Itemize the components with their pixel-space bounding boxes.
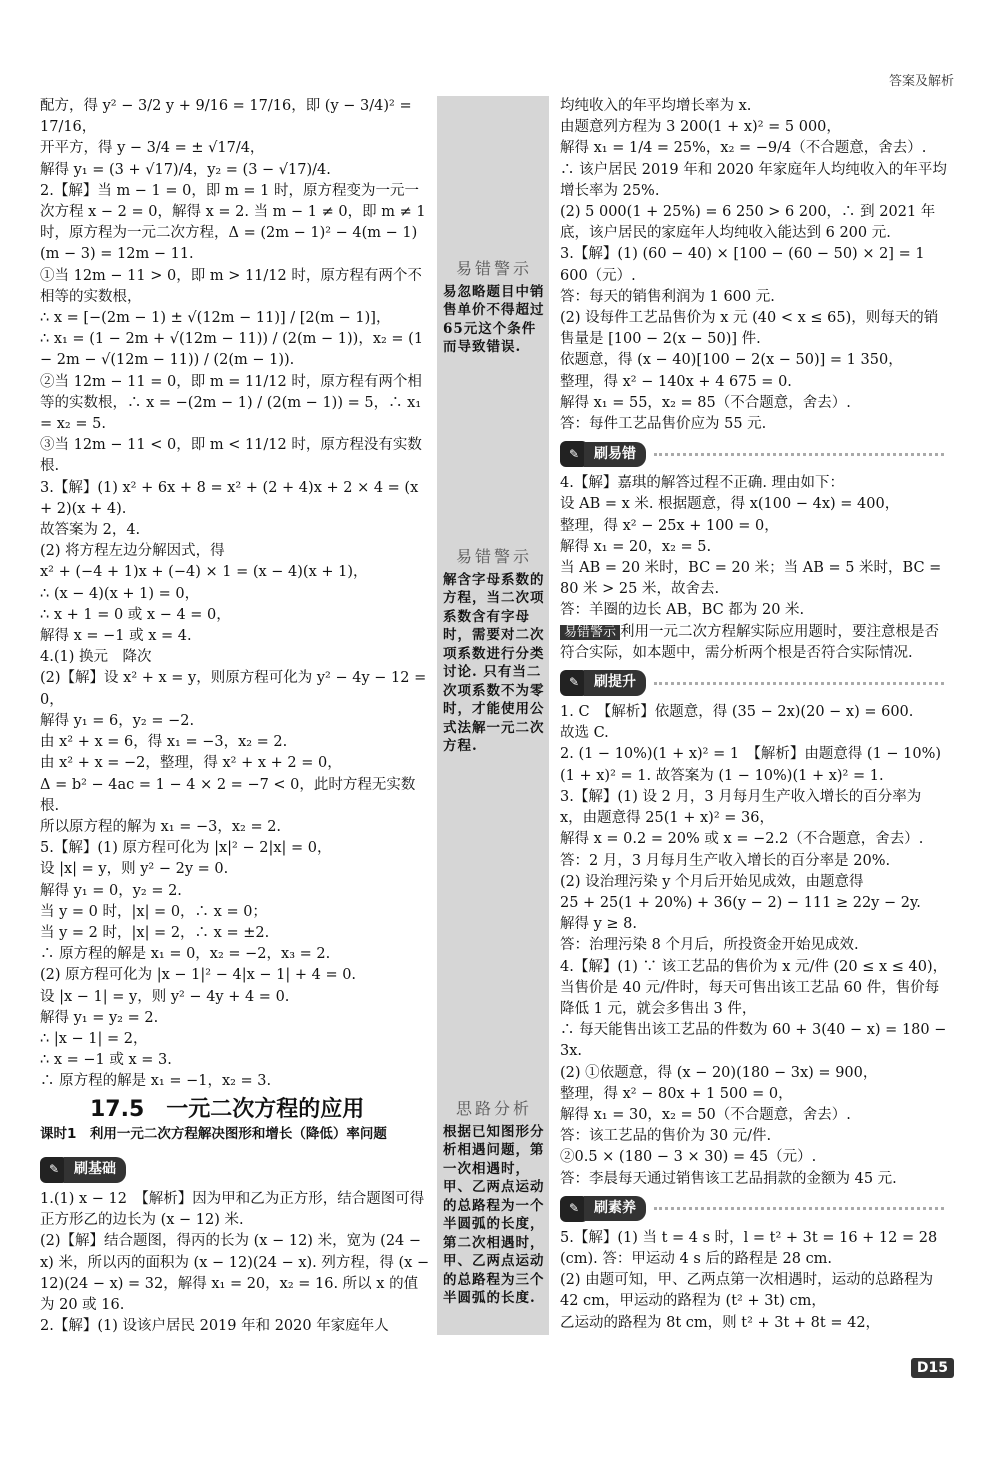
answer-line: 答：2 月，3 月每月生产收入增长的百分率是 20%. — [560, 852, 891, 869]
answer-line: ∴ 原方程的解是 x₁ = 0，x₂ = −2，x₃ = 2. — [40, 946, 331, 963]
answer-line: 依题意，得 (x − 40)[100 − 2(x − 50)] = 1 350， — [560, 352, 903, 369]
answer-line: 整理，得 x² − 140x + 4 675 = 0. — [560, 373, 792, 390]
answer-line: (2) ①依题意，得 (x − 20)(180 − 3x) = 900， — [560, 1064, 878, 1081]
dotted-divider — [654, 682, 944, 685]
answer-line: 开平方，得 y − 3/4 = ± √17/4， — [40, 140, 265, 157]
answer-line: 4.(1) 换元 降次 — [40, 649, 152, 666]
answer-line: 乙运动的路程为 8t cm，则 t² + 3t + 8t = 42， — [560, 1314, 881, 1331]
answer-line: 答：每件工艺品售价应为 55 元. — [560, 416, 767, 433]
answer-line: (2) 将方程左边分解因式，得 — [40, 543, 225, 560]
tag-improve — [560, 670, 944, 696]
answer-line: ②0.5 × (180 − 3 × 30) = 45（元）. — [560, 1149, 817, 1166]
answer-line: 解得 y ≥ 8. — [560, 916, 638, 933]
tip-text: 易忽略题目中销售单价不得超过65元这个条件而导致错误. — [443, 283, 545, 355]
answer-line: 答：羊圈的边长 AB，BC 都为 20 米. — [560, 602, 805, 619]
answer-line: ∴ |x − 1| = 2， — [40, 1030, 148, 1047]
answer-line: 配方，得 y² − 3/2 y + 9/16 = 17/16，即 (y − 3/4)² = 17/16， — [40, 98, 417, 136]
tag-quality — [560, 1196, 944, 1222]
tip-title: 思路分析 — [455, 1099, 532, 1118]
answer-line: ①当 12m − 11 > 0，即 m > 11/12 时，原方程有两个不相等的实数根， — [40, 267, 422, 305]
answer-line: Δ = b² − 4ac = 1 − 4 × 2 = −7 < 0，此时方程无实数根. — [40, 776, 416, 814]
tag-label: 刷提升 — [584, 670, 646, 695]
answer-line: 设 |x| = y，则 y² − 2y = 0. — [40, 861, 229, 878]
answer-line: 解得 y₁ = 0，y₂ = 2. — [40, 882, 182, 899]
answer-line: 答：每天的销售利润为 1 600 元. — [560, 288, 775, 305]
answer-line: 3.【解】(1) 设 2 月，3 月每月生产收入增长的百分率为 x，由题意得 25(1 + x)² = 36， — [560, 788, 926, 827]
answer-line: ∴ x₁ = (1 − 2m + √(12m − 11)) / (2(m − 1))，x₂ = (1 − 2m − √(12m − 11)) / (2(m − 1)). — [40, 331, 428, 369]
answer-line: 设 |x − 1| = y，则 y² − 4y + 4 = 0. — [40, 988, 290, 1005]
page-number: D15 — [911, 1358, 954, 1378]
answer-line: 3.【解】(1) (60 − 40) × [100 − (60 − 50) × 2] = 1 600（元）. — [560, 246, 930, 284]
tag-mistake — [560, 441, 944, 467]
lesson-title: 课时1 利用一元二次方程解决图形和增长（降低）率问题 — [40, 1125, 387, 1142]
answer-line: 1. C 【解析】依题意，得 (35 − 2x)(20 − x) = 600. — [560, 704, 914, 721]
pencil-icon: ✎ — [560, 1196, 588, 1222]
answer-line: ∴ (x − 4)(x + 1) = 0， — [40, 585, 200, 602]
answer-line: (2) 设治理污染 y 个月后开始见成效，由题意得 — [560, 873, 864, 890]
answer-line: 当 y = 0 时，|x| = 0，∴ x = 0； — [40, 903, 267, 920]
answer-line: ∴ x + 1 = 0 或 x − 4 = 0， — [40, 606, 231, 623]
tag-label: 刷基础 — [64, 1157, 126, 1182]
answer-line: 所以原方程的解为 x₁ = −3，x₂ = 2. — [40, 818, 282, 835]
answer-line: ②当 12m − 11 = 0，即 m = 11/12 时，原方程有两个相等的实数根，∴ x = −(2m − 1) / (2(m − 1)) = 5，∴ x₁ = x₂ = 5. — [40, 373, 426, 433]
answer-line: (2)【解】结合题图，得丙的长为 (x − 12) 米，宽为 (24 − x) 米，所以丙的面积为 (x − 12)(24 − x). 列方程，得 (x − 12)(24 − x) = 32，解得 x₁ = 20，x₂ = 16. 所以 x 的值为 20 或 16. — [40, 1233, 434, 1313]
answer-line: 解得 y₁ = (3 + √17)/4，y₂ = (3 − √17)/4. — [40, 161, 331, 178]
tip-box-1 — [443, 260, 545, 357]
pencil-icon: ✎ — [560, 441, 588, 467]
answer-line: 答：该工艺品的售价为 30 元/件. — [560, 1128, 772, 1145]
tag-label: 刷易错 — [584, 442, 646, 467]
answer-line: 整理，得 x² − 80x + 1 500 = 0， — [560, 1085, 793, 1102]
answer-line: 整理，得 x² − 25x + 100 = 0， — [560, 517, 779, 534]
tip-text: 解含字母系数的方程，当二次项系数含有字母时，需要对二次项系数进行分类讨论. 只有当二次项系数不为零时，才能使用公式法解一元二次方程. — [443, 571, 545, 754]
answer-line: 解得 x = 0.2 = 20% 或 x = −2.2（不合题意，舍去）. — [560, 831, 924, 848]
answer-line: (2) 设每件工艺品售价为 x 元 (40 < x ≤ 65)，则每天的销售量是 [100 − 2(x − 50)] 件. — [560, 310, 939, 348]
answer-line: 5.【解】(1) 当 t = 4 s 时，l = t² + 3t = 16 + 12 = 28 (cm). 答：甲运动 4 s 后的路程是 28 cm. — [560, 1229, 942, 1267]
answer-line: 4.【解】嘉琪的解答过程不正确. 理由如下： — [560, 475, 845, 492]
tip-box-2 — [443, 548, 545, 756]
answer-line: ∴ 原方程的解是 x₁ = −1，x₂ = 3. — [40, 1073, 272, 1090]
header-title: 答案及解析 — [888, 74, 954, 89]
tip-title: 易错警示 — [455, 259, 532, 278]
answer-line: 解得 x₁ = 55，x₂ = 85（不合题意，舍去）. — [560, 394, 851, 411]
dotted-divider — [654, 453, 944, 456]
answer-line: ∴ 每天能售出该工艺品的件数为 60 + 3(40 − x) = 180 − 3x. — [560, 1022, 951, 1060]
dotted-divider — [654, 1207, 944, 1210]
tip-box-3 — [443, 1100, 545, 1308]
answer-line: 设 AB = x 米. 根据题意，得 x(100 − 4x) = 400， — [560, 496, 900, 513]
answer-line: 解得 x₁ = 20，x₂ = 5. — [560, 538, 712, 555]
answer-line: 均纯收入的年平均增长率为 x. — [560, 98, 752, 114]
right-column — [560, 96, 951, 1334]
answer-line: 故选 C. — [560, 725, 609, 742]
tag-basic — [40, 1157, 126, 1183]
answer-line: 解得 y₁ = y₂ = 2. — [40, 1009, 159, 1026]
answer-line: ∴ x = [−(2m − 1) ± √(12m − 11)] / [2(m − 1)]， — [40, 310, 391, 327]
answer-line: x² + (−4 + 1)x + (−4) × 1 = (x − 4)(x + 1)， — [40, 564, 368, 581]
answer-line: ③当 12m − 11 < 0，即 m < 11/12 时，原方程没有实数根. — [40, 437, 422, 475]
answer-line: 由 x² + x = 6，得 x₁ = −3，x₂ = 2. — [40, 734, 288, 751]
answer-line: 答：李晨每天通过销售该工艺品捐款的金额为 45 元. — [560, 1170, 897, 1187]
left-column — [40, 96, 432, 1337]
answer-line: 解得 x₁ = 1/4 = 25%，x₂ = −9/4（不合题意，舍去）. — [560, 140, 927, 157]
answer-line: 25 + 25(1 + 20%) + 36(y − 2) − 111 ≥ 22y − 2y. — [560, 894, 921, 911]
pencil-icon: ✎ — [40, 1157, 68, 1183]
answer-line: 答：治理污染 8 个月后，所投资金开始见成效. — [560, 937, 859, 954]
answer-line: (2) 原方程可化为 |x − 1|² − 4|x − 1| + 4 = 0. — [40, 967, 357, 984]
answer-line: 3.【解】(1) x² + 6x + 8 = x² + (2 + 4)x + 2 × 4 = (x + 2)(x + 4). — [40, 479, 423, 517]
answer-line: 4.【解】(1) ∵ 该工艺品的售价为 x 元/件 (20 ≤ x ≤ 40)，当售价是 40 元/件时，每天可售出该工艺品 60 件，售价每降低 1 元，就会多售出 3 件， — [560, 958, 948, 1017]
answer-line: (2)【解】设 x² + x = y，则原方程可化为 y² − 4y − 12 = 0， — [40, 670, 431, 708]
answer-line: 解得 x₁ = 30，x₂ = 50（不合题意，舍去）. — [560, 1106, 851, 1123]
answer-line: 当 y = 2 时，|x| = 2，∴ x = ±2. — [40, 924, 270, 941]
tag-label: 刷素养 — [584, 1196, 646, 1221]
answer-line: 由 x² + x = −2，整理，得 x² + x + 2 = 0， — [40, 755, 342, 772]
tip-title: 易错警示 — [455, 547, 532, 566]
answer-line: 故答案为 2，4. — [40, 522, 141, 539]
warning-text: 利用一元二次方程解实际应用题时，要注意根是否符合实际，如本题中，需分析两个根是否符合实际情况. — [560, 623, 940, 661]
pencil-icon: ✎ — [560, 670, 588, 696]
answer-line: ∴ x = −1 或 x = 3. — [40, 1052, 172, 1069]
answer-line: 由题意列方程为 3 200(1 + x)² = 5 000， — [560, 119, 841, 136]
section-title: 17.5 一元二次方程的应用 — [90, 1096, 365, 1122]
answer-line: (2) 由题可知，甲、乙两点第一次相遇时，运动的总路程为 42 cm，甲运动的路程为 (t² + 3t) cm， — [560, 1272, 938, 1310]
answer-line: 当 AB = 20 米时，BC = 20 米；当 AB = 5 米时，BC = 80 米 > 25 米，故舍去. — [560, 560, 946, 598]
tip-text: 根据已知图形分析相遇问题，第一次相遇时，甲、乙两点运动的总路程为一个半圆弧的长度，第二次相遇时，甲、乙两点运动的总路程为三个半圆弧的长度. — [443, 1123, 545, 1306]
warning-label: 易错警示 — [560, 625, 620, 640]
answer-line: ∴ 该户居民 2019 年和 2020 年家庭年人均纯收入的年平均增长率为 25%. — [560, 161, 947, 199]
answer-line: 1.(1) x − 12 【解析】因为甲和乙为正方形，结合题图可得正方形乙的边长为 (x − 12) 米. — [40, 1190, 425, 1229]
answer-line: 2. (1 − 10%)(1 + x)² = 1 【解析】由题意得 (1 − 10%)(1 + x)² = 1. 故答案为 (1 − 10%)(1 + x)² = 1. — [560, 746, 942, 784]
answer-line: 2.【解】当 m − 1 = 0，即 m = 1 时，原方程变为一元一次方程 x − 2 = 0，解得 x = 2. 当 m − 1 ≠ 0，即 m ≠ 1 时，原方程为一元二次方程，Δ = (2m − 1)² − 4(m − 1)(m − 3) = 12m − 11. — [40, 182, 431, 263]
answer-line: 解得 x = −1 或 x = 4. — [40, 628, 192, 645]
answer-line: (2) 5 000(1 + 25%) = 6 250 > 6 200，∴ 到 2021 年底，该户居民的家庭年人均纯收入能达到 6 200 元. — [560, 204, 936, 242]
answer-line: 5.【解】(1) 原方程可化为 |x|² − 2|x| = 0， — [40, 840, 332, 857]
answer-line: 解得 y₁ = 6，y₂ = −2. — [40, 712, 195, 729]
answer-line: 2.【解】(1) 设该户居民 2019 年和 2020 年家庭年人 — [40, 1318, 389, 1335]
warning-note — [560, 622, 948, 664]
